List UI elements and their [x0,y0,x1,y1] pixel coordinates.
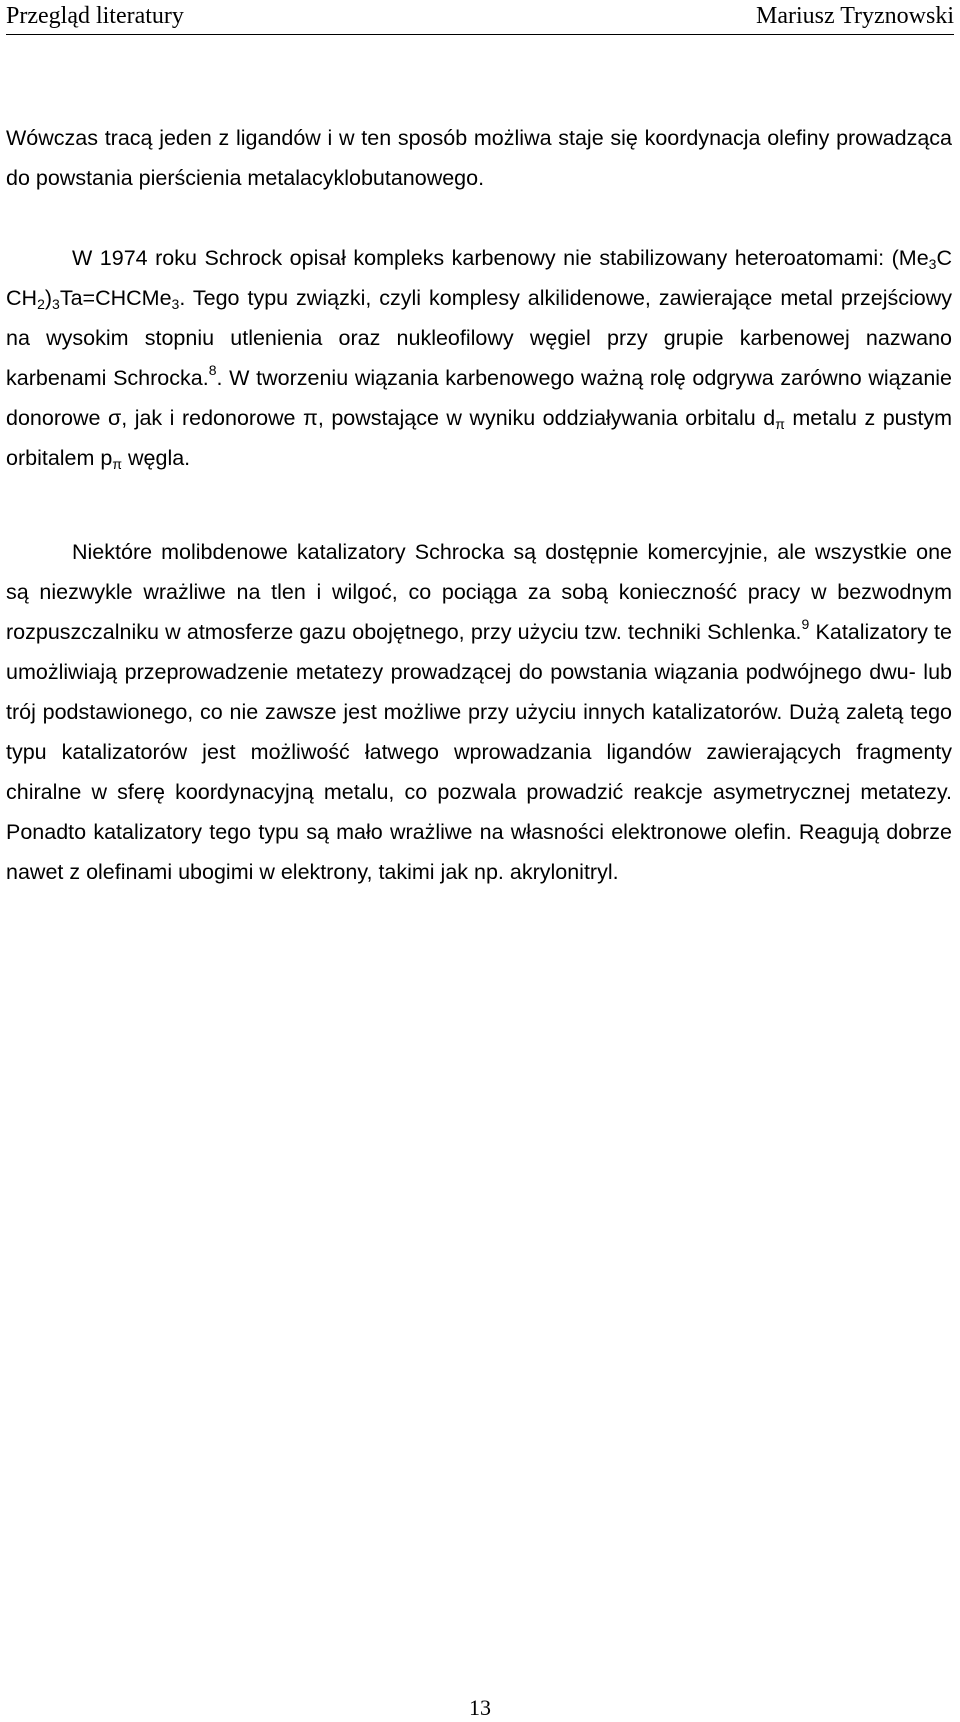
paragraph-2-text: W 1974 roku Schrock opisał kompleks karbenowy nie stabilizowany heteroatomami: (Me [72,246,929,270]
paragraph-1 [6,118,952,198]
citation-reference: 9 [801,616,810,632]
paragraph-3 [6,532,952,892]
subscript: 3 [928,256,937,272]
subscript: 3 [52,296,60,312]
subscript: π [775,416,785,432]
paragraph-2-text: metalu z pustym orbitalem p [6,406,952,470]
subscript: π [112,456,123,472]
subscript: 2 [37,296,45,312]
header-author: Mariusz Tryznowski [755,3,954,29]
paragraph-2-text: . Tego typu związki, czyli komplesy alkilidenowe, zawierające metal przejściowy na wysokim stopniu utlenienia oraz nukleofilowy węgiel przy grupie karbenowej nazwano karbenami Schrocka. [6,286,952,390]
formula-text: Ta=CHCMe [59,286,172,310]
paragraph-3-text: Niektóre molibdenowe katalizatory Schrocka są dostępnie komercyjnie, ale wszystkie one są niezwykle wrażliwe na tlen i wilgoć, co pociąga za sobą konieczność pracy w bezwodnym rozpuszczalniku w atmosferze gazu obojętnego, przy użyciu tzw. techniki Schlenka. [6,540,952,644]
page-header [6,0,954,35]
header-section-title: Przegląd literatury [6,3,184,29]
subscript: 3 [171,296,180,312]
formula-text: ) [44,286,53,310]
paragraph-2-text: węgla. [122,446,191,470]
document-body [6,118,952,892]
page-number: 13 [469,1695,491,1720]
paragraph-1-text: Wówczas tracą jeden z ligandów i w ten sposób możliwa staje się koordynacja olefiny prowadząca do powstania pierścienia metalacyklobutanowego. [6,126,952,190]
citation-reference: 8 [208,362,217,378]
paragraph-2 [6,238,952,478]
paragraph-3-text: Katalizatory te umożliwiają przeprowadzenie metatezy prowadzącej do powstania wiązania podwójnego dwu- lub trój podstawionego, co nie zawsze jest możliwe przy użyciu innych katalizatorów. Dużą zaletą tego typu katalizatorów jest możliwość łatwego wprowadzania ligandów zawierających fragmenty chiralne w sferę koordynacyjną metalu, co pozwala prowadzić reakcje asymetrycznej metatezy. Ponadto katalizatory tego typu są mało wrażliwe na własności elektronowe olefin. Reagują dobrze nawet z olefinami ubogimi w elektrony, takimi jak np. akrylonitryl. [6,620,952,884]
paragraph-2-text: . W tworzeniu wiązania karbenowego ważną rolę odgrywa zarówno wiązanie donorowe σ, jak i redonorowe π, powstające w wyniku oddziaływania orbitalu d [6,366,953,430]
formula-text: C CH [6,246,952,310]
